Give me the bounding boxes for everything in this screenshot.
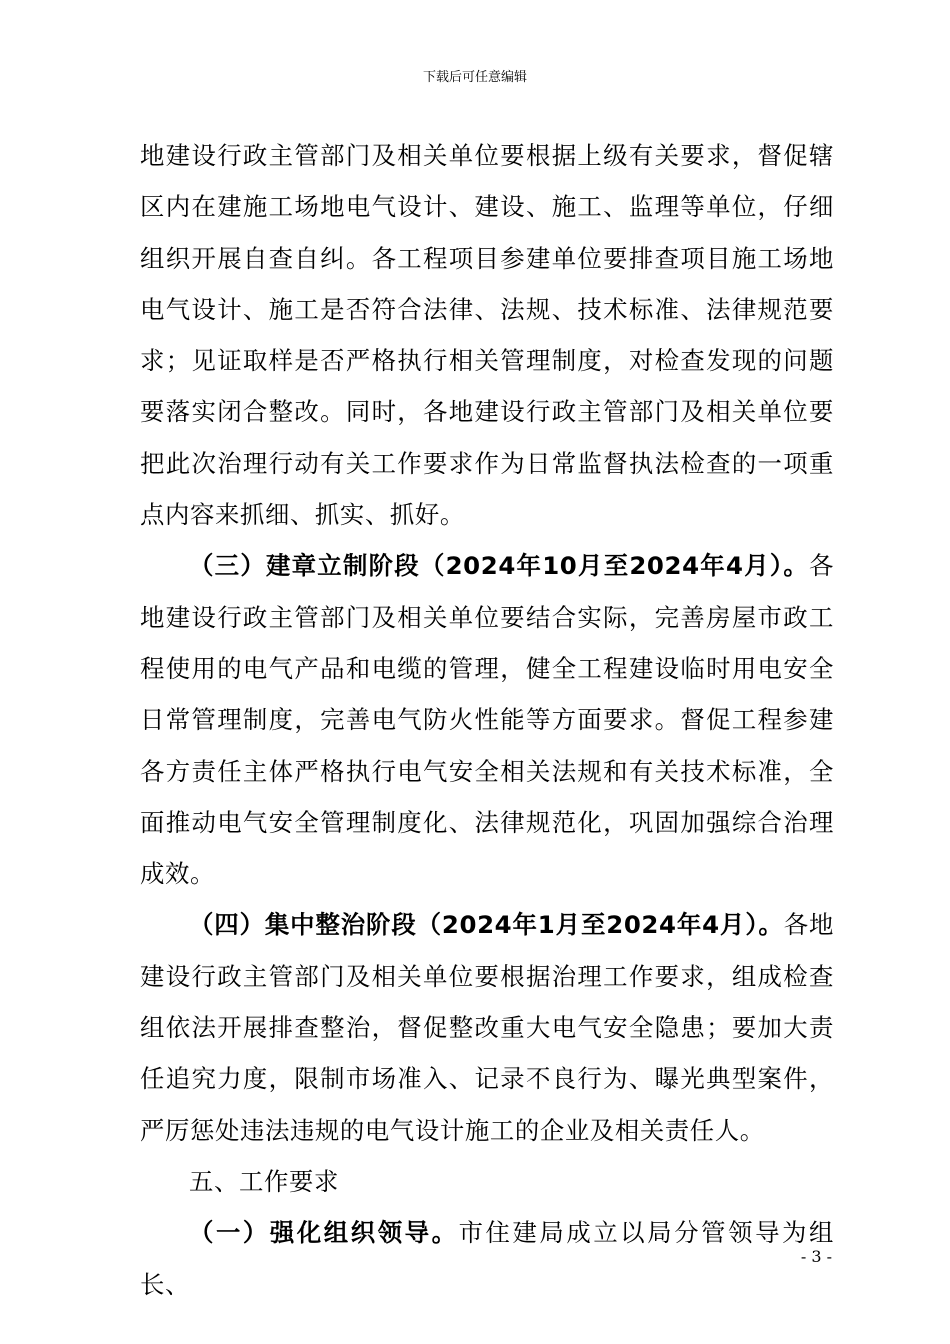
paragraph-text: 各地建设行政主管部门及相关单位要根据治理工作要求，组成检查组依法开展排查整治，督促整改重大电气安全隐患；要加大责任追究力度，限制市场准入、记录不良行为、曝光典型案件，严厉惩处违法违规的电气设计施工的企业及相关责任人。 (140, 910, 835, 1145)
paragraph-phase-4 (140, 899, 834, 1155)
section-title: 五、工作要求 (189, 1166, 339, 1196)
paragraph-heading: （一）强化组织领导。 (189, 1218, 459, 1248)
paragraph-heading: （四）集中整治阶段（2024年1月至2024年4月）。 (189, 910, 784, 940)
paragraph-phase-3 (140, 540, 834, 899)
paragraph-text: 市住建局成立以局分管领导为组长、 (140, 1218, 834, 1299)
paragraph-requirement-1 (140, 1207, 834, 1310)
header-note: 下载后可任意编辑 (422, 70, 527, 85)
page-number: - 3 - (800, 1247, 832, 1266)
paragraph-continuation (140, 130, 834, 540)
paragraph-text: 各地建设行政主管部门及相关单位要结合实际，完善房屋市政工程使用的电气产品和电缆的管理，健全工程建设临时用电安全日常管理制度，完善电气防火性能等方面要求。督促工程参建各方责任主体严格执行电气安全相关法规和有关技术标准，全面推动电气安全管理制度化、法律规范化，巩固加强综合治理成效。 (140, 551, 834, 889)
document-body (140, 130, 834, 1310)
paragraph-text: 地建设行政主管部门及相关单位要根据上级有关要求，督促辖区内在建施工场地电气设计、建设、施工、监理等单位，仔细组织开展自查自纠。各工程项目参建单位要排查项目施工场地电气设计、施工是否符合法律、法规、技术标准、法律规范要求；见证取样是否严格执行相关管理制度，对检查发现的问题要落实闭合整改。同时，各地建设行政主管部门及相关单位要把此次治理行动有关工作要求作为日常监督执法检查的一项重点内容来抓细、抓实、抓好。 (140, 141, 834, 530)
paragraph-heading: （三）建章立制阶段（2024年10月至2024年4月）。 (189, 551, 809, 581)
